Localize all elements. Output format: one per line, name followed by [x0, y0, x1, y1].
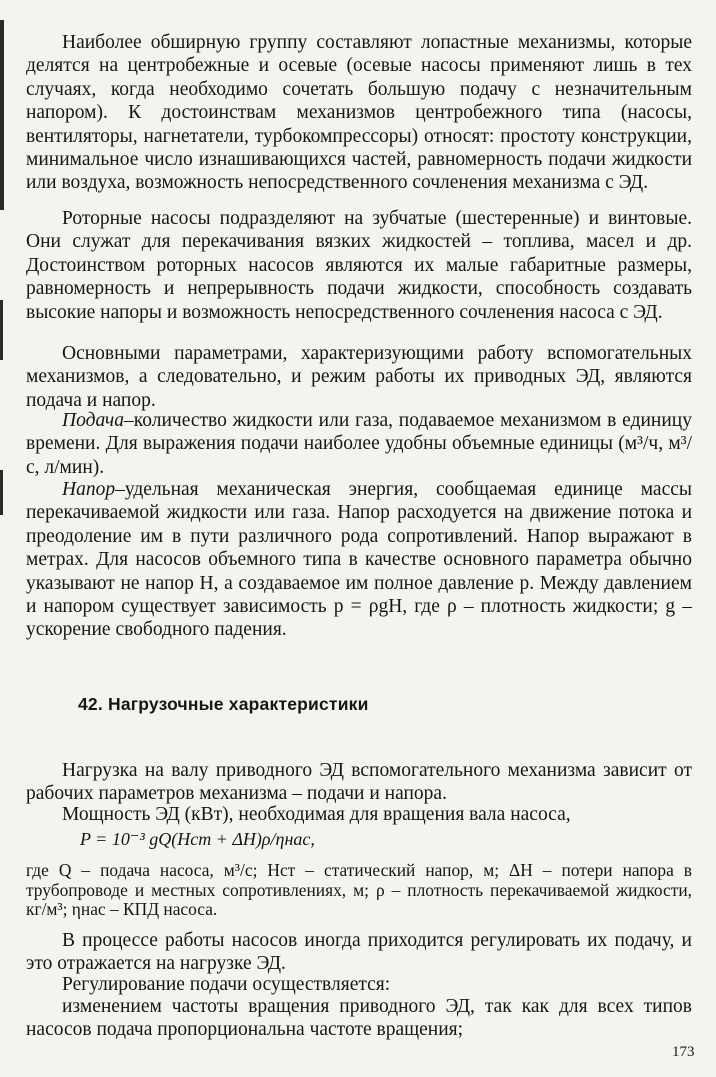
paragraph-rotary-pumps: Роторные насосы подразделяют на зубчатые (шестеренные) и винтовые. Они служат для перекачивания вязких жидкостей – топлива, масел и др. Достоинством роторных насосов являются их малые габаритные размеры, равномерность и непрерывность подачи жидкости, способность создавать высокие напоры и возможность непосредственного сочленения насоса с ЭД.: [26, 208, 692, 323]
scan-edge-mark: [0, 20, 4, 210]
paragraph-regulation-intro: Регулирование подачи осуществляется:: [62, 974, 391, 995]
paragraph-flow-regulation: В процессе работы насосов иногда приходится регулировать их подачу, и это отражается на нагрузке ЭД.: [26, 930, 692, 975]
paragraph-motor-power: Мощность ЭД (кВт), необходимая для вращения вала насоса,: [62, 804, 571, 825]
paragraph-shaft-load: Нагрузка на валу приводного ЭД вспомогательного механизма зависит от рабочих параметров механизма – подачи и напора.: [26, 760, 692, 805]
scan-edge-mark: [0, 300, 3, 360]
paragraph-formula-legend: где Q – подача насоса, м³/с; Hст – статический напор, м; ΔH – потери напора в трубопроводе и местных сопротивлениях, м; ρ – плотность перекачиваемой жидкости, кг/м³; ηнас – КПД насоса.: [26, 860, 692, 920]
term-head: Напор: [62, 479, 116, 500]
flow-definition-text: –количество жидкости или газа, подаваемое механизмом в единицу времени. Для выражения подачи наиболее удобны объемные единицы (м³/ч, м³/с, л/мин).: [26, 410, 692, 478]
section-heading: 42. Нагрузочные характеристики: [78, 694, 369, 714]
paragraph-speed-change: изменением частоты вращения приводного ЭД, так как для всех типов насосов подача пропорциональна частоте вращения;: [26, 996, 692, 1041]
paragraph-head-definition: [26, 478, 692, 642]
page-number: 173: [672, 1044, 695, 1060]
paragraph-flow-definition: [26, 409, 692, 479]
power-formula: P = 10⁻³ gQ(Hст + ΔH)ρ/ηнас,: [80, 829, 315, 849]
term-flow: Подача: [62, 410, 124, 431]
head-definition-text: –удельная механическая энергия, сообщаемая единице массы перекачиваемой жидкости или газа. Напор расходуется на движение потока и преодоление им в пути различного рода сопротивлений. Напор выражают в метрах. Для насосов объемного типа в качестве основного параметра обычно указывают не напор H, а создаваемое им полное давление p. Между давлением и напором существует зависимость p = ρgH, где ρ – плотность жидкости; g – ускорение свободного падения.: [26, 479, 692, 641]
paragraph-lobe-mechanisms: Наиболее обширную группу составляют лопастные механизмы, которые делятся на центробежные и осевые (осевые насосы применяют лишь в тех случаях, когда необходимо сочетать большую подачу с незначительным напором). К достоинствам механизмов центробежного типа (насосы, вентиляторы, нагнетатели, турбокомпрессоры) относят: простоту конструкции, минимальное число изнашивающихся частей, равномерность подачи жидкости или воздуха, возможность непосредственного сочленения механизма с ЭД.: [26, 32, 692, 194]
paragraph-main-parameters: Основными параметрами, характеризующими работу вспомогательных механизмов, а следовательно, и режим работы их приводных ЭД, являются подача и напор.: [26, 343, 692, 411]
scan-edge-mark: [0, 470, 3, 515]
